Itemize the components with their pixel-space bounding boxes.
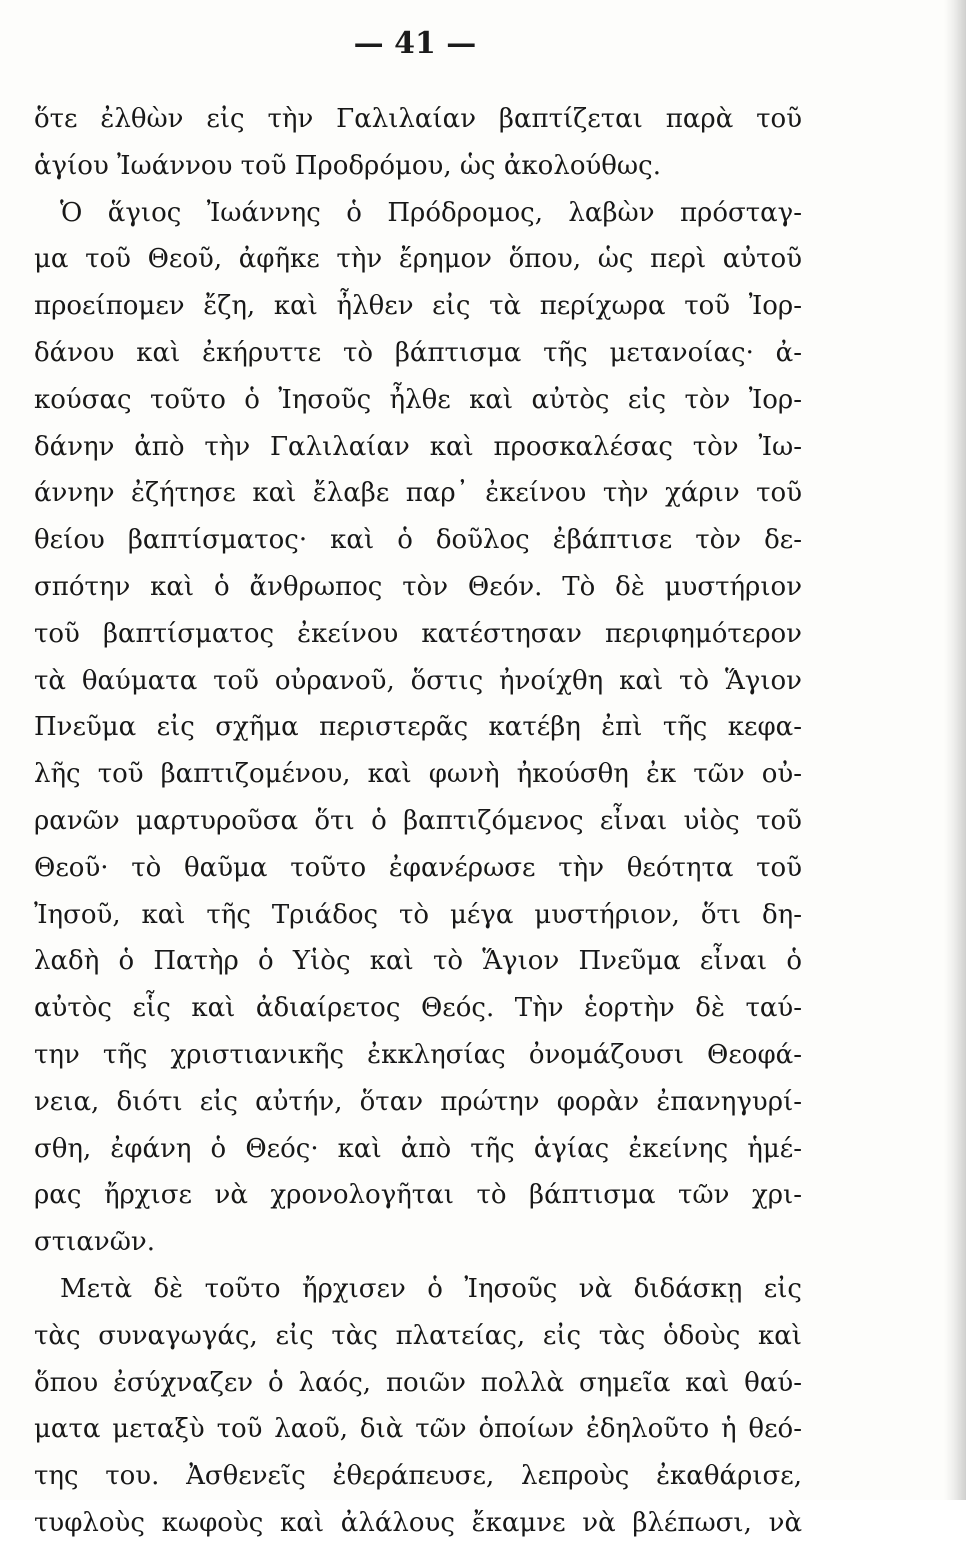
text-line: άννην ἐζήτησε καὶ ἔλαβε παρ᾽ ἐκείνου τὴν χάριν τοῦ (34, 478, 802, 509)
text-line: στιανῶν. (34, 1227, 155, 1258)
text-line: ὅτε ἐλθὼν εἰς τὴν Γαλιλαίαν βαπτίζεται παρὰ τοῦ (34, 104, 802, 134)
text-line: την τῆς χριστιανικῆς ἐκκλησίας ὀνομάζουσι Θεοφά- (34, 1039, 802, 1070)
text-line: κούσας τοῦτο ὁ Ἰησοῦς ἦλθε καὶ αὐτὸς εἰς τὸν Ἰορ- (34, 384, 802, 415)
text-line: τὰ θαύματα τοῦ οὐρανοῦ, ὅστις ἠνοίχθη καὶ τὸ Ἅγιον (34, 665, 802, 696)
text-line: δάνην ἀπὸ τὴν Γαλιλαίαν καὶ προσκαλέσας τὸν Ἰω- (34, 431, 802, 462)
text-line: της του. Ἀσθενεῖς ἐθεράπευσε, λεπροὺς ἐκαθάρισε, (34, 1461, 802, 1492)
text-line: τὰς συναγωγάς, εἰς τὰς πλατείας, εἰς τὰς ὁδοὺς καὶ (34, 1320, 802, 1351)
body-text (34, 96, 802, 1547)
text-line: ρας ἤρχισε νὰ χρονολογῆται τὸ βάπτισμα τῶν χρι- (34, 1180, 802, 1211)
text-line: ματα μεταξὺ τοῦ λαοῦ, διὰ τῶν ὁποίων ἐδηλοῦτο ἡ θεό- (34, 1414, 802, 1445)
page-edge-shadow (944, 0, 966, 1500)
text-line: τυφλοὺς κωφοὺς καὶ ἀλάλους ἔκαμνε νὰ βλέπωσι, νὰ (34, 1507, 802, 1538)
text-line: λῆς τοῦ βαπτιζομένου, καὶ φωνὴ ἠκούσθη ἐκ τῶν οὐ- (34, 759, 802, 790)
text-line: μα τοῦ Θεοῦ, ἀφῆκε τὴν ἔρημον ὅπου, ὡς περὶ αὐτοῦ (34, 244, 802, 275)
text-line: λαδὴ ὁ Πατὴρ ὁ Υἱὸς καὶ τὸ Ἅγιον Πνεῦμα εἶναι ὁ (34, 946, 802, 977)
text-line: θείου βαπτίσματος· καὶ ὁ δοῦλος ἐβάπτισε τὸν δε- (34, 525, 802, 556)
text-line: σθη, ἐφάνη ὁ Θεός· καὶ ἀπὸ τῆς ἁγίας ἐκείνης ἡμέ- (34, 1133, 802, 1164)
text-line: νεια, διότι εἰς αὐτήν, ὅταν πρώτην φορὰν ἐπανηγυρί- (34, 1086, 802, 1117)
text-line: ὅπου ἐσύχναζεν ὁ λαός, ποιῶν πολλὰ σημεῖα καὶ θαύ- (34, 1367, 802, 1398)
text-line: αὐτὸς εἷς καὶ ἀδιαίρετος Θεός. Τὴν ἑορτὴν δὲ ταύ- (34, 993, 802, 1024)
text-line: δάνου καὶ ἐκήρυττε τὸ βάπτισμα τῆς μετανοίας· ἀ- (34, 337, 802, 368)
text-line: τοῦ βαπτίσματος ἐκείνου κατέστησαν περιφημότερον (34, 618, 802, 649)
text-line: σπότην καὶ ὁ ἄνθρωπος τὸν Θεόν. Τὸ δὲ μυστήριον (34, 571, 802, 602)
text-line: ἁγίου Ἰωάννου τοῦ Προδρόμου, ὡς ἀκολούθως. (34, 150, 661, 181)
text-line: Πνεῦμα εἰς σχῆμα περιστερᾶς κατέβη ἐπὶ τῆς κεφα- (34, 712, 802, 743)
text-line: Ὁ ἅγιος Ἰωάννης ὁ Πρόδρομος, λαβὼν πρόσταγ- (60, 197, 802, 228)
text-line: προείπομεν ἔζη, καὶ ἦλθεν εἰς τὰ περίχωρα τοῦ Ἰορ- (34, 291, 802, 322)
text-line: Μετὰ δὲ τοῦτο ἤρχισεν ὁ Ἰησοῦς νὰ διδάσκῃ εἰς (60, 1273, 802, 1304)
text-line: ρανῶν μαρτυροῦσα ὅτι ὁ βαπτιζόμενος εἶναι υἱὸς τοῦ (34, 805, 802, 836)
text-line: Ἰησοῦ, καὶ τῆς Τριάδος τὸ μέγα μυστήριον, ὅτι δη- (34, 899, 802, 930)
text-line: Θεοῦ· τὸ θαῦμα τοῦτο ἐφανέρωσε τὴν θεότητα τοῦ (34, 852, 802, 883)
page-number: — 41 — (353, 26, 477, 61)
